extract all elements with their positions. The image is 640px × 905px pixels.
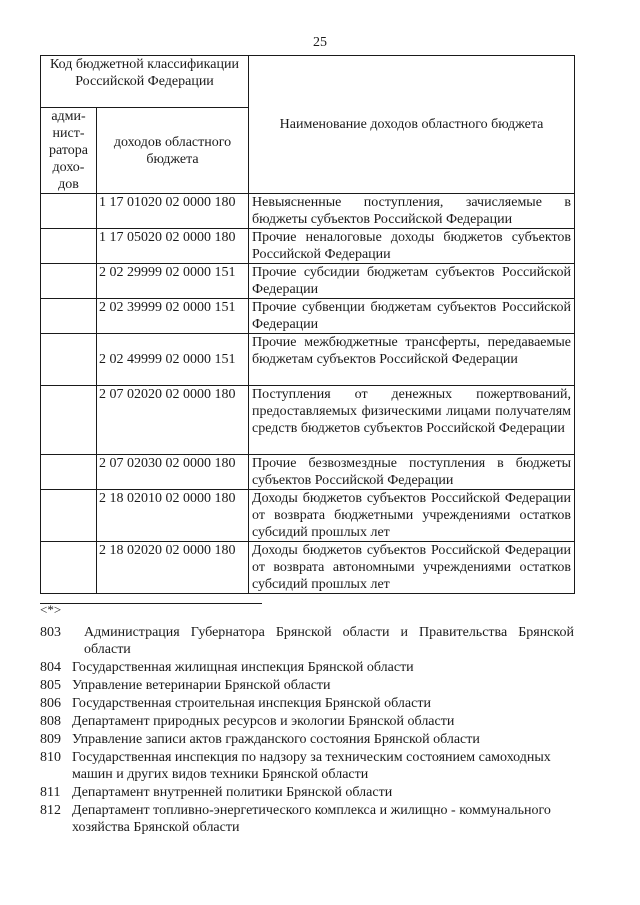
table-row [41, 299, 575, 334]
legend-item [40, 624, 574, 658]
legend-item [40, 731, 574, 748]
table-body [41, 194, 575, 594]
legend-item [40, 784, 574, 801]
table-row [41, 229, 575, 264]
admin-cell [41, 542, 97, 594]
income-name-cell: Доходы бюджетов субъектов Российской Федерации от возврата бюджетными учреждениями остатков субсидий прошлых лет [249, 490, 575, 542]
legend-text: Государственная строительная инспекция Брянской области [72, 696, 431, 711]
legend-text: Государственная жилищная инспекция Брянской области [72, 660, 414, 675]
legend-item [40, 695, 574, 712]
admin-cell [41, 455, 97, 490]
legend-item [40, 713, 574, 730]
admin-cell [41, 334, 97, 386]
income-code-cell: 1 17 01020 02 0000 180 [97, 194, 249, 229]
name-column-header: Наименование доходов областного бюджета [249, 56, 575, 194]
admin-cell [41, 386, 97, 455]
legend-text: Государственная инспекция по надзору за техническим состоянием самоходных машин и других видов техники Брянской области [72, 750, 551, 782]
legend-code: 804 [40, 660, 61, 675]
budget-classification-table [40, 55, 575, 594]
income-code-cell: 2 02 49999 02 0000 151 [97, 334, 249, 386]
legend-text: Управление ветеринарии Брянской области [72, 678, 331, 693]
legend-text: Администрация Губернатора Брянской области и Правительства Брянской области [84, 625, 574, 657]
admin-cell [41, 229, 97, 264]
table-row [41, 264, 575, 299]
income-name-cell: Прочие неналоговые доходы бюджетов субъектов Российской Федерации [249, 229, 575, 264]
income-code-cell: 2 07 02020 02 0000 180 [97, 386, 249, 455]
page-number: 25 [313, 35, 327, 50]
legend-text: Управление записи актов гражданского состояния Брянской области [72, 732, 480, 747]
legend-code: 805 [40, 678, 61, 693]
income-name-cell: Прочие субсидии бюджетам субъектов Российской Федерации [249, 264, 575, 299]
footnote-mark: <*> [40, 602, 62, 617]
table-row [41, 334, 575, 386]
legend-item [40, 802, 574, 836]
legend-text: Департамент природных ресурсов и экологии Брянской области [72, 714, 455, 729]
admin-cell [41, 490, 97, 542]
income-code-cell: 2 02 29999 02 0000 151 [97, 264, 249, 299]
income-column-header: доходов областного бюджета [97, 108, 249, 194]
income-name-cell: Прочие межбюджетные трансферты, передаваемые бюджетам субъектов Российской Федерации [249, 334, 575, 386]
table-row [41, 194, 575, 229]
legend-code: 809 [40, 732, 61, 747]
income-code-cell: 2 18 02020 02 0000 180 [97, 542, 249, 594]
legend-code: 810 [40, 750, 61, 765]
income-code-cell: 2 02 39999 02 0000 151 [97, 299, 249, 334]
income-name-cell: Прочие безвозмездные поступления в бюджеты субъектов Российской Федерации [249, 455, 575, 490]
admin-column-header: адми- нист- ратора дохо- дов [41, 108, 97, 194]
code-group-header: Код бюджетной классификации Российской Федерации [41, 56, 249, 108]
legend-code: 811 [40, 785, 61, 800]
income-name-cell: Невыясненные поступления, зачисляемые в бюджеты субъектов Российской Федерации [249, 194, 575, 229]
legend-item [40, 659, 574, 676]
legend-code: 812 [40, 803, 61, 818]
legend-code: 806 [40, 696, 61, 711]
admin-cell [41, 264, 97, 299]
legend-text: Департамент внутренней политики Брянской области [72, 785, 393, 800]
legend-code: 803 [40, 625, 61, 640]
administrator-legend [40, 624, 574, 837]
income-code-cell: 1 17 05020 02 0000 180 [97, 229, 249, 264]
legend-text: Департамент топливно-энергетического комплекса и жилищно - коммунального хозяйства Брянской области [72, 803, 551, 835]
table-row [41, 490, 575, 542]
table-row [41, 542, 575, 594]
income-code-cell: 2 18 02010 02 0000 180 [97, 490, 249, 542]
legend-item [40, 677, 574, 694]
admin-cell [41, 299, 97, 334]
income-name-cell: Прочие субвенции бюджетам субъектов Российской Федерации [249, 299, 575, 334]
table-row [41, 386, 575, 455]
legend-item [40, 749, 574, 783]
income-name-cell: Поступления от денежных пожертвований, предоставляемых физическими лицами получателям средств бюджетов субъектов Российской Федерации [249, 386, 575, 455]
footnote-divider [40, 603, 262, 604]
income-code-cell: 2 07 02030 02 0000 180 [97, 455, 249, 490]
income-name-cell: Доходы бюджетов субъектов Российской Федерации от возврата автономными учреждениями остатков субсидий прошлых лет [249, 542, 575, 594]
table-row [41, 455, 575, 490]
legend-code: 808 [40, 714, 61, 729]
table-header-row [41, 56, 575, 108]
admin-cell [41, 194, 97, 229]
